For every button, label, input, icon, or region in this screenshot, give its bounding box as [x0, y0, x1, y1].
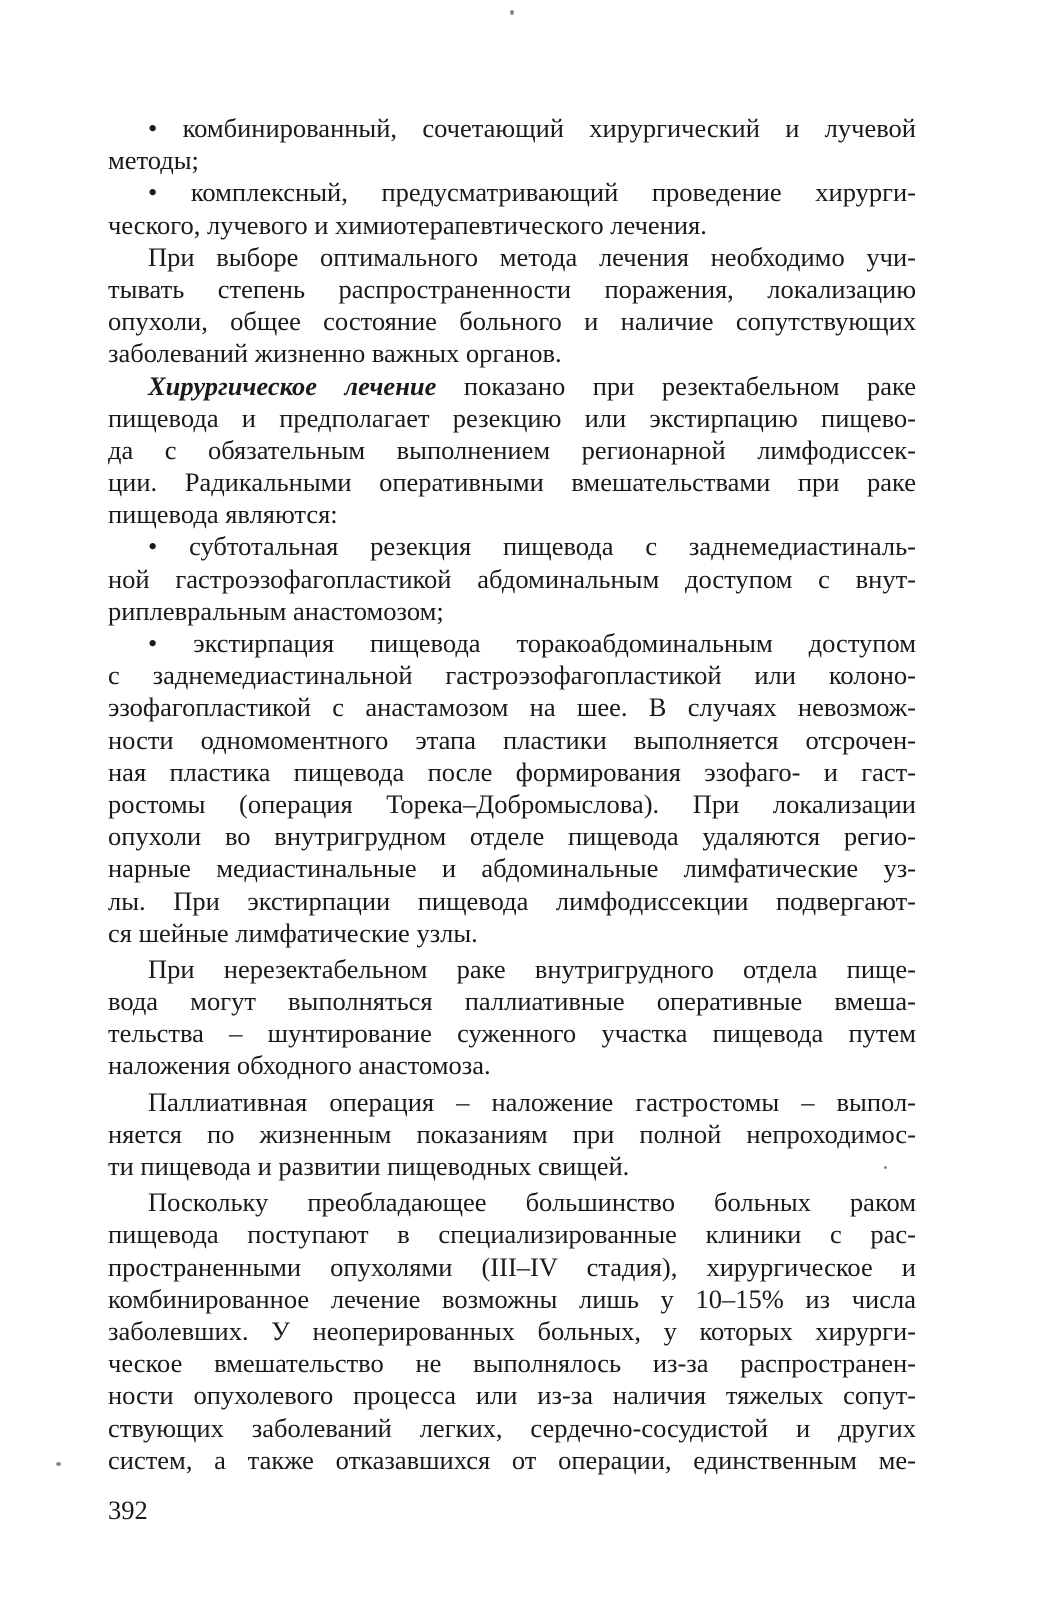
- text-line: • субтотальная резекция пищевода с заднемедиастиналь-: [148, 531, 916, 562]
- text-line: пространенными опухолями (III–IV стадия), хирургическое и: [108, 1251, 916, 1282]
- text-line: ности одномоментного этапа пластики выполняется отсрочен-: [108, 724, 916, 755]
- text-line: ростомы (операция Торека–Добромыслова). При локализации: [108, 788, 916, 819]
- text-line: ся шейные лимфатические узлы.: [108, 917, 478, 948]
- text-line: ная пластика пищевода после формирования эзофаго- и гаст-: [108, 756, 916, 787]
- text-line: пищевода являются:: [108, 499, 338, 530]
- text-line: тывать степень распространенности поражения, локализацию: [108, 273, 916, 304]
- text-line: наложения обходного анастомоза.: [108, 1050, 491, 1081]
- text-line: ции. Радикальными оперативными вмешательствами при раке: [108, 467, 916, 498]
- text-line: пищевода и предполагает резекцию или экстирпацию пищево-: [108, 402, 916, 433]
- text-line: При выборе оптимального метода лечения необходимо учи-: [148, 241, 916, 272]
- bullet-item-subtotal-resection: [108, 530, 916, 627]
- text-line: [108, 370, 916, 402]
- text-line: с заднемедиастинальной гастроэзофагопластикой или колоно-: [108, 660, 916, 691]
- text-line: заболевших. У неоперированных больных, у которых хирурги-: [108, 1315, 916, 1346]
- bullet-item-complex: [108, 176, 916, 240]
- page-body: [108, 112, 916, 1476]
- text-line: При нерезектабельном раке внутригрудного отдела пище-: [148, 953, 916, 984]
- paragraph-method-choice: [108, 241, 916, 370]
- text-line: тельства – шунтирование суженного участка пищевода путем: [108, 1018, 916, 1049]
- scan-speck: [884, 1166, 887, 1169]
- text-line: эзофагопластикой с анастамозом на шее. В случаях невозмож-: [108, 692, 916, 723]
- text-line: • комбинированный, сочетающий хирургический и лучевой: [148, 113, 916, 143]
- text-line: нарные медиастинальные и абдоминальные лимфатические уз-: [108, 853, 916, 884]
- text-line: опухоли во внутригрудном отделе пищевода удаляются регио-: [108, 821, 916, 852]
- bullet-item-combined: [108, 112, 916, 176]
- text-line: • экстирпация пищевода торакоабдоминальным доступом: [148, 628, 916, 658]
- text-line: Поскольку преобладающее большинство больных раком: [148, 1187, 916, 1218]
- text-line: систем, а также отказавшихся от операции, единственным ме-: [108, 1444, 916, 1475]
- scan-speck: [510, 10, 514, 15]
- paragraph-unresectable: [108, 953, 916, 1082]
- text-line: ти пищевода и развитии пищеводных свищей.: [108, 1151, 630, 1181]
- text-line: ческое вмешательство не выполнялось из-за распространен-: [108, 1348, 916, 1379]
- text-line: Паллиативная операция – наложение гастростомы – выпол-: [148, 1086, 916, 1117]
- paragraph-palliative: [108, 1086, 916, 1183]
- page-number: 392: [108, 1495, 148, 1525]
- paragraph-majority-patients: [108, 1186, 916, 1476]
- text-line: няется по жизненным показаниям при полной непроходимос-: [108, 1118, 916, 1149]
- text-line: вода могут выполняться паллиативные оперативные вмеша-: [108, 986, 916, 1017]
- paragraph-surgical-treatment: [108, 370, 916, 531]
- text-line: методы;: [108, 145, 199, 176]
- text-line: ческого, лучевого и химиотерапевтического лечения.: [108, 209, 707, 240]
- text-line: пищевода поступают в специализированные клиники с рас-: [108, 1219, 916, 1250]
- term-surgical-treatment: Хирургическое лечение: [148, 370, 437, 401]
- text-line: ствующих заболеваний легких, сердечно-сосудистой и других: [108, 1412, 916, 1443]
- text-line: заболеваний жизненно важных органов.: [108, 338, 562, 369]
- text-line: да с обязательным выполнением регионарной лимфодиссек-: [108, 434, 916, 465]
- text-line: лы. При экстирпации пищевода лимфодиссекции подвергают-: [108, 885, 916, 916]
- text-line: риплевральным анастомозом;: [108, 595, 444, 626]
- text-line: • комплексный, предусматривающий проведение хирурги-: [148, 177, 916, 208]
- text-line: опухоли, общее состояние больного и наличие сопутствующих: [108, 306, 916, 337]
- text-line: ной гастроэзофагопластикой абдоминальным доступом с внут-: [108, 563, 916, 594]
- text-run: показано при резектабельном раке: [436, 370, 916, 401]
- scan-speck: [56, 1462, 61, 1466]
- text-line: комбинированное лечение возможны лишь у 10–15% из числа: [108, 1283, 916, 1314]
- text-line: ности опухолевого процесса или из-за наличия тяжелых сопут-: [108, 1380, 916, 1411]
- bullet-item-extirpation: [108, 627, 916, 949]
